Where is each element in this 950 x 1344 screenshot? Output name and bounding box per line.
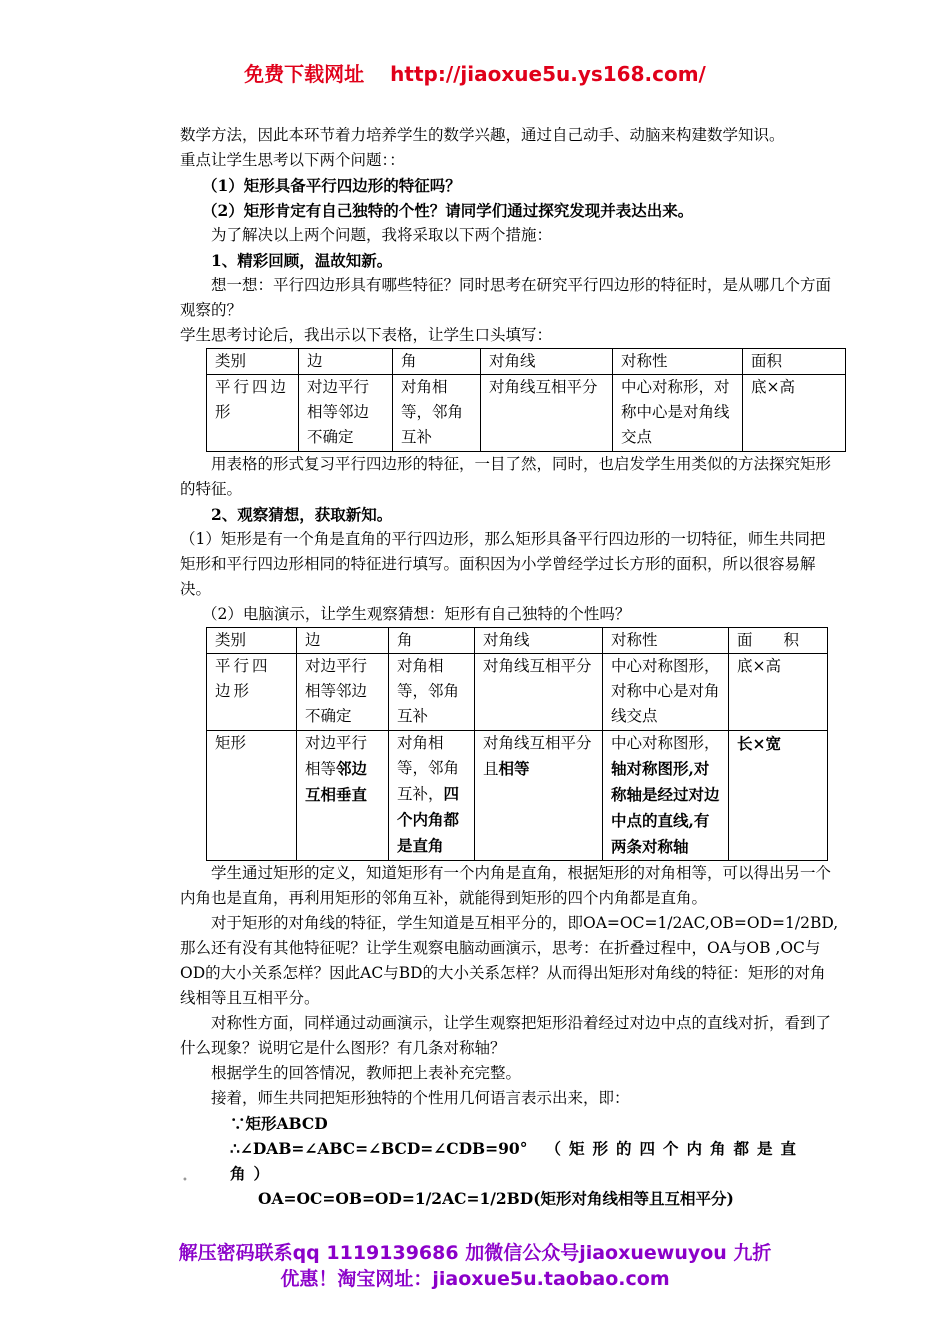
paragraph: 对于矩形的对角线的特征，学生知道是互相平分的，即OA=OC=1/2AC,OB=OD=1/2BD,那么还有没有其他特征呢？让学生观察电脑动画演示，思考：在折叠过程中，OA与OB ,OC与OD的大小关系怎样？因此AC与BD的大小关系怎样？从而得出矩形对角线的特征：矩形的对角线相等且互相平分。 <box>180 914 839 1007</box>
header-label: 免费下载网址 <box>244 62 365 86</box>
cell-text-bold: 四个内角都是直角 <box>397 784 460 855</box>
paragraph: 用表格的形式复习平行四边形的特征，一目了然，同时，也启发学生用类似的方法探究矩形的特征。 <box>180 455 832 498</box>
table-cell: 中心对称图形，对称中心是对角线交点 <box>603 654 729 731</box>
paragraph: 学生通过矩形的定义，知道矩形有一个内角是直角，根据矩形的对角相等，可以得出另一个内角也是直角，再利用矩形的邻角互补，就能得到矩形的四个内角都是直角。 <box>180 864 832 907</box>
page-footer <box>0 1240 950 1292</box>
table-cell: 矩形 <box>207 731 297 861</box>
table-cell: 对角相等，邻角互补 <box>393 375 481 452</box>
geometry-statement-3: OA=OC=OB=OD=1/2AC=1/2BD(矩形对角线相等且互相平分) <box>258 1189 734 1208</box>
table-header-cell: 对角线 <box>481 349 613 375</box>
cell-text: 对角相等，邻角互补， <box>397 734 460 803</box>
table-header-row <box>207 349 846 375</box>
paragraph: 根据学生的回答情况，教师把上表补充完整。 <box>211 1064 522 1082</box>
table-cell: 底×高 <box>729 654 828 731</box>
header-url-link[interactable]: http://jiaoxue5u.ys168.com/ <box>390 62 706 86</box>
table-cell: 底×高 <box>743 375 846 452</box>
table-header-cell: 类别 <box>207 349 299 375</box>
paragraph: 数学方法，因此本环节着力培养学生的数学兴趣，通过自己动手、动脑来构建数学知识。 <box>180 126 785 144</box>
bullet-mark: • <box>182 1175 188 1186</box>
cell-text: 中心对称图形， <box>611 734 720 752</box>
cell-text-bold: 相等 <box>498 759 530 778</box>
question-2: （2）矩形肯定有自己独特的个性？请同学们通过探究发现并表达出来。 <box>202 201 694 220</box>
table-row <box>207 731 828 861</box>
document-body <box>180 123 840 1211</box>
table-header-cell: 角 <box>389 628 475 654</box>
geometry-statement-2 <box>180 1136 840 1186</box>
paragraph: 接着，师生共同把矩形独特的个性用几何语言表示出来，即： <box>211 1089 630 1107</box>
table-cell <box>389 731 475 861</box>
table-cell <box>729 731 828 861</box>
cell-text-bold: 轴对称图形,对称轴是经过对边中点的直线,有两条对称轴 <box>611 759 720 856</box>
table-header-cell: 对称性 <box>613 349 743 375</box>
paragraph: 想一想：平行四边形具有哪些特征？同时思考在研究平行四边形的特征时，是从哪几个方面观察的？ <box>180 276 832 319</box>
table-cell <box>603 731 729 861</box>
page-header <box>0 58 950 87</box>
geometry-formula: ∴∠DAB=∠ABC=∠BCD=∠CDB=90° <box>230 1139 528 1158</box>
cell-text: 对边平行相等 <box>305 734 368 778</box>
table-header-cell: 边 <box>297 628 389 654</box>
review-table <box>206 348 846 452</box>
table-header-cell: 边 <box>299 349 393 375</box>
cell-text-bold: 邻边互相垂直 <box>305 759 368 804</box>
table-cell <box>297 731 389 861</box>
paragraph: 学生思考讨论后，我出示以下表格，让学生口头填写： <box>180 326 553 344</box>
table-cell: 平行四边形 <box>207 654 297 731</box>
table-header-cell: 类别 <box>207 628 297 654</box>
table-cell: 对角相等，邻角互补 <box>389 654 475 731</box>
geometry-reason: （矩形的四个内角都是直角） <box>230 1139 804 1183</box>
paragraph: （1）矩形是有一个角是直角的平行四边形，那么矩形具备平行四边形的一切特征，师生共同把矩形和平行四边形相同的特征进行填写。面积因为小学曾经学过长方形的面积，所以很容易解决。 <box>180 530 826 598</box>
comparison-table <box>206 627 828 861</box>
footer-line-1: 解压密码联系qq 1119139686 加微信公众号jiaoxuewuyou 九折 <box>178 1242 772 1264</box>
table-cell: 对角线互相平分 <box>475 654 603 731</box>
table-cell: 对边平行相等邻边不确定 <box>299 375 393 452</box>
question-1: （1）矩形具备平行四边形的特征吗？ <box>202 176 461 195</box>
table-cell <box>475 731 603 861</box>
table-header-row <box>207 628 828 654</box>
cell-text-bold: 长×宽 <box>737 734 781 753</box>
table-row <box>207 375 846 452</box>
paragraph: 重点让学生思考以下两个问题：： <box>180 151 405 169</box>
section-heading-1: 1、精彩回顾，温故知新。 <box>211 251 393 270</box>
table-header-cell: 角 <box>393 349 481 375</box>
geometry-statement-1: ∵矩形ABCD <box>230 1114 328 1133</box>
cell-text: 对角线互相平分且 <box>483 734 592 778</box>
paragraph: 对称性方面，同样通过动画演示，让学生观察把矩形沿着经过对边中点的直线对折，看到了什么现象？说明它是什么图形？有几条对称轴？ <box>180 1014 832 1057</box>
table-header-cell: 对称性 <box>603 628 729 654</box>
table-cell: 对角线互相平分 <box>481 375 613 452</box>
table-row <box>207 654 828 731</box>
table-cell: 对边平行相等邻边不确定 <box>297 654 389 731</box>
table-header-cell: 面积 <box>743 349 846 375</box>
paragraph: （2）电脑演示，让学生观察猜想：矩形有自己独特的个性吗？ <box>202 605 631 623</box>
table-header-cell: 面 积 <box>729 628 828 654</box>
section-heading-2: 2、观察猜想，获取新知。 <box>211 505 393 524</box>
paragraph: 为了解决以上两个问题，我将采取以下两个措施： <box>211 226 553 244</box>
footer-line-2[interactable]: 优惠！淘宝网址：jiaoxue5u.taobao.com <box>280 1268 670 1290</box>
table-cell: 平行四边形 <box>207 375 299 452</box>
table-header-cell: 对角线 <box>475 628 603 654</box>
table-cell: 中心对称形，对称中心是对角线交点 <box>613 375 743 452</box>
